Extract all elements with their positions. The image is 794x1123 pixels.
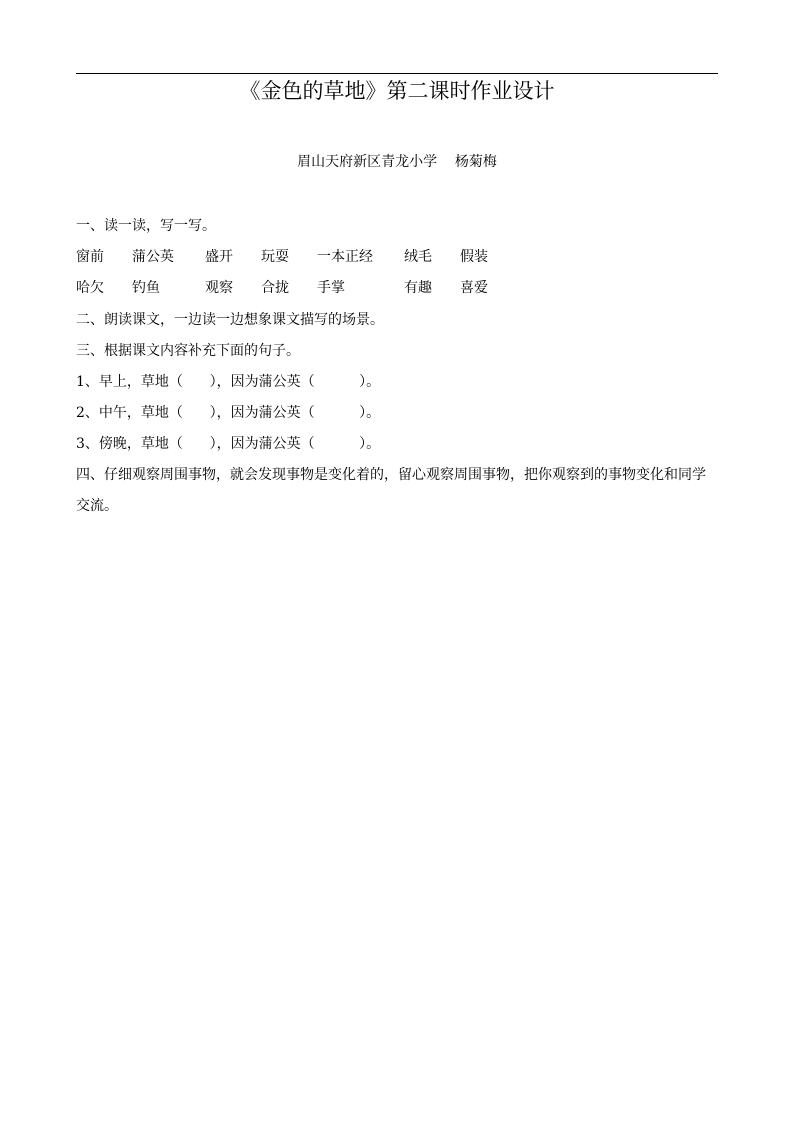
- document-title: 《金色的草地》第二课时作业设计: [239, 79, 555, 103]
- header-rule: [76, 73, 718, 74]
- vocab-word: 钓鱼: [132, 280, 160, 296]
- author-line: 眉山天府新区青龙小学 杨菊梅: [297, 154, 497, 170]
- fill-in-sentence-2: 2、中午，草地（ ），因为蒲公英（ ）。: [76, 405, 381, 421]
- vocab-word: 喜爱: [460, 280, 488, 296]
- section2-heading: 二、朗读课文，一边读一边想象课文描写的场景。: [76, 312, 384, 328]
- vocab-word: 观察: [205, 280, 233, 296]
- vocab-word: 有趣: [404, 280, 432, 296]
- vocab-word: 蒲公英: [132, 249, 174, 265]
- fill-in-sentence-3: 3、傍晚，草地（ ），因为蒲公英（ ）。: [76, 436, 381, 452]
- section1-heading: 一、读一读，写一写。: [76, 218, 216, 234]
- fill-in-sentence-1: 1、早上，草地（ ），因为蒲公英（ ）。: [76, 374, 381, 390]
- vocab-word: 一本正经: [317, 249, 373, 265]
- vocab-word: 盛开: [205, 249, 233, 265]
- vocab-word: 窗前: [76, 249, 104, 265]
- vocab-word: 假装: [460, 249, 488, 265]
- section4-paragraph: 四、仔细观察周围事物，就会发现事物是变化着的，留心观察周围事物，把你观察到的事物变化和同学交流。: [76, 467, 706, 514]
- vocab-word: 玩耍: [261, 249, 289, 265]
- vocab-word: 合拢: [261, 280, 289, 296]
- vocab-word: 手掌: [317, 280, 345, 296]
- section3-heading: 三、根据课文内容补充下面的句子。: [76, 343, 300, 359]
- vocab-word: 哈欠: [76, 280, 104, 296]
- vocab-word: 绒毛: [404, 249, 432, 265]
